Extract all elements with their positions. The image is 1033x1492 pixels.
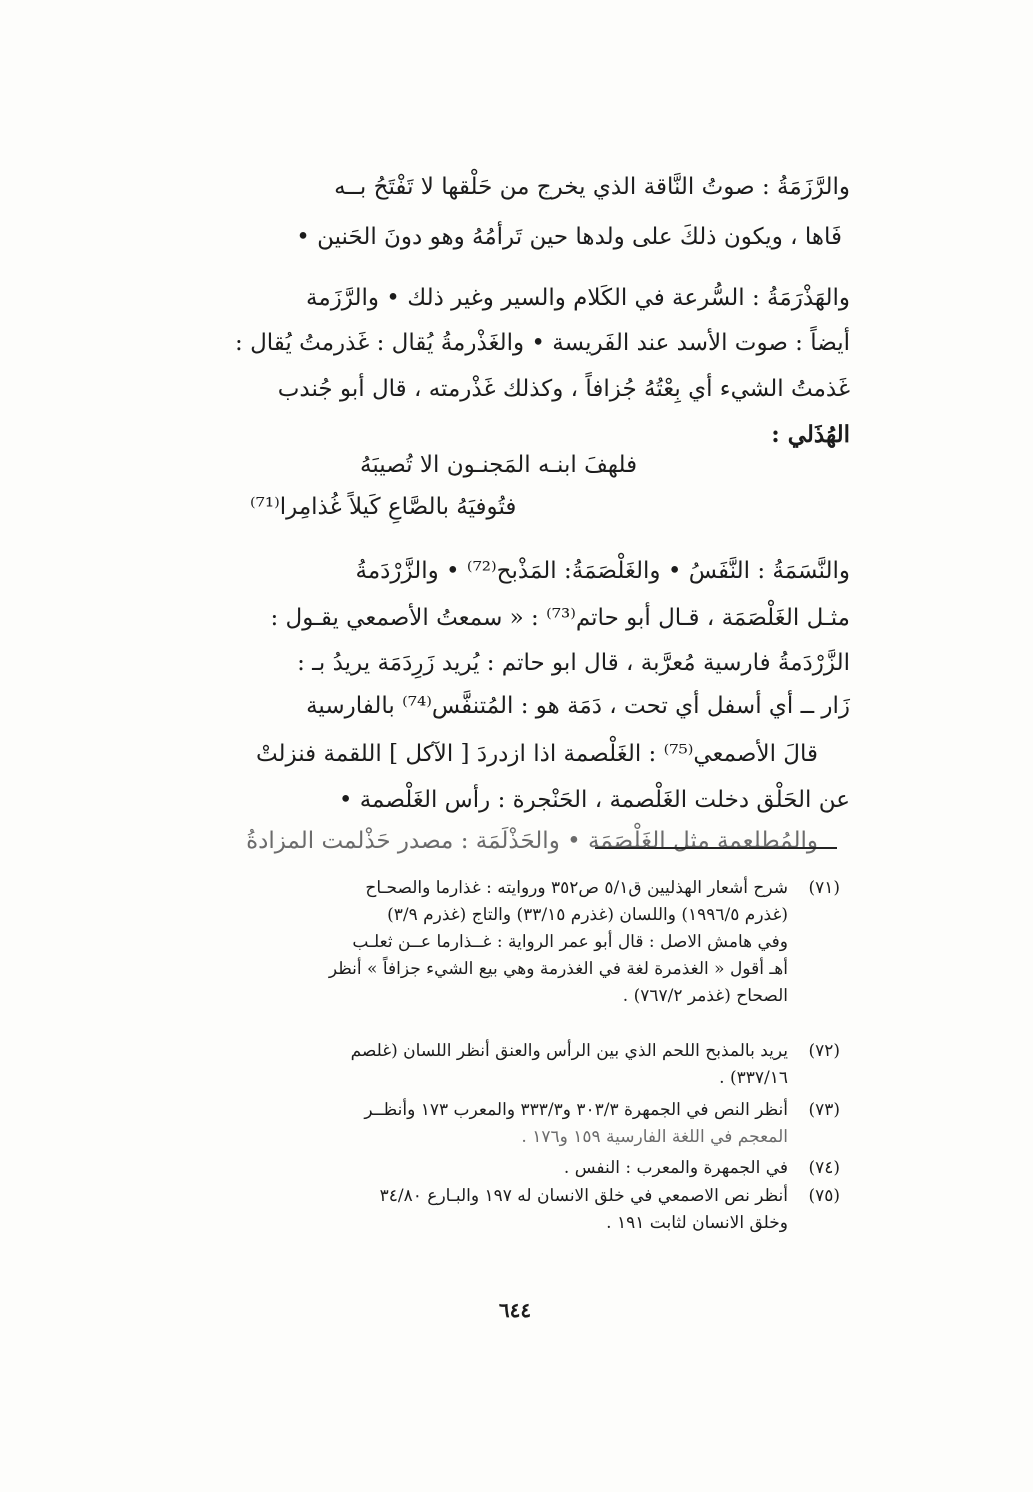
footnote-74 bbox=[185, 1155, 840, 1185]
page-number: ٦٤٤ bbox=[498, 1298, 532, 1322]
text-line: والرَّزَمَةُ : صوتُ النَّاقة الذي يخرج من حَلْقها لا تَفْتَحُ بــه bbox=[334, 174, 850, 200]
poet-name: الهُذَلي : bbox=[771, 421, 850, 448]
footnote-line: وفي هامش الاصل : قال أبو عمر الرواية : غــذارما عــن ثعلـب bbox=[352, 932, 788, 952]
text-line: فَاها ، ويكون ذلكَ على ولدها حين تَرأمُهُ وهو دونَ الحَنين • bbox=[296, 224, 842, 250]
footnote-line: يريد بالمذبح اللحم الذي بين الرأس والعنق أنظر اللسان (غلصم bbox=[350, 1041, 788, 1061]
text-line: غَذمتُ الشيء أي بِعْتُهُ جُزافاً ، وكذلك غَذْرمته ، قال أبو جُندب bbox=[277, 376, 850, 402]
text-line: والهَذْرَمَةُ : السُّرعة في الكَلام والسير وغير ذلك • والرَّزَمة bbox=[306, 285, 850, 311]
footnote-72 bbox=[185, 1038, 840, 1098]
text-line: الزَّرْدَمةُ فارسية مُعرَّبة ، قال ابو حاتم : يُريد زَرِدَمَة يريدُ بـ : bbox=[297, 650, 850, 676]
footnote-line: في الجمهرة والمعرب : النفس . bbox=[563, 1158, 788, 1178]
footnote-line: شرح أشعار الهذليين ق٥/١ ص٣٥٢ وروايته : غذارما والصحـاح bbox=[365, 878, 788, 898]
footnote-line: المعجم في اللغة الفارسية ١٥٩ و١٧٦ . bbox=[521, 1127, 788, 1147]
footnote-line: الصحاح (غذمر ٧٦٧/٢) . bbox=[622, 986, 788, 1006]
text-line: مثـل الغَلْصَمَة ، قـال أبو حاتم⁽⁷³⁾ : « سمعتُ الأصمعي يقـول : bbox=[270, 605, 850, 631]
footnote-line: (غذرم ١٩٩٦/٥) واللسان (غذرم ٣٣/١٥) والتاج (غذرم ٣/٩) bbox=[387, 905, 788, 925]
text-line: أيضاً : صوت الأسد عند الفَريسة • والغَذْرمةُ يُقال : غَذرمتُ يُقال : bbox=[235, 330, 850, 356]
text-line: والنَّسَمَةُ : النَّفَسُ • والغَلْصَمَةُ: المَذْبح⁽⁷²⁾ • والزَّرْدَمةُ bbox=[355, 558, 850, 584]
footnote-71 bbox=[185, 875, 840, 1015]
footnote-number: (٧٤) bbox=[808, 1158, 840, 1178]
footnote-line: ٣٣٧/١٦) . bbox=[719, 1068, 788, 1088]
footnote-number: (٧٣) bbox=[808, 1100, 840, 1120]
verse-line-2: فتُوفيَهُ بالصَّاعِ كَيلاً غُذامِرا⁽⁷¹⁾ bbox=[250, 494, 517, 520]
text-line: عن الحَلْق دخلت الغَلْصمة ، الحَنْجرة : رأس الغَلْصمة • bbox=[338, 787, 850, 813]
text-line: والمُطلعمة مثل الغَلْصَمَة • والحَذْلَمَة : مصدر حَذْلمت المزادةُ bbox=[246, 828, 818, 854]
footnote-line: أنظر نص الاصمعي في خلق الانسان له ١٩٧ والبـارع ٣٤/٨٠ bbox=[379, 1186, 788, 1206]
text-line: زَار ــ أي أسفل أي تحت ، دَمَة هو : المُتنفَّس⁽⁷⁴⁾ بالفارسية bbox=[306, 693, 850, 719]
footnote-line: أنظر النص في الجمهرة ٣٠٣/٣ و٣٣٣/٣ والمعرب ١٧٣ وأنظــر bbox=[364, 1100, 788, 1120]
footnote-line: أهـ أقول « الغذمرة لغة في الغذرمة وهي بيع الشيء جزافاً » أنظر bbox=[328, 959, 788, 979]
footnote-number: (٧٥) bbox=[808, 1186, 840, 1206]
verse-line-1: فلهفَ ابنـه المَجنـون الا تُصيبَهُ bbox=[360, 452, 638, 478]
footnote-line: وخلق الانسان لثابت ١٩١ . bbox=[606, 1213, 788, 1233]
footnote-number: (٧٢) bbox=[808, 1041, 840, 1061]
footnote-75 bbox=[185, 1183, 840, 1243]
text-line: قالَ الأصمعي⁽⁷⁵⁾ : الغَلْصمة اذا ازدردَ [ الآكل ] اللقمة فنزلتْ bbox=[255, 741, 818, 767]
footnote-separator bbox=[595, 847, 837, 849]
footnote-number: (٧١) bbox=[808, 878, 840, 898]
footnote-73 bbox=[185, 1097, 840, 1157]
